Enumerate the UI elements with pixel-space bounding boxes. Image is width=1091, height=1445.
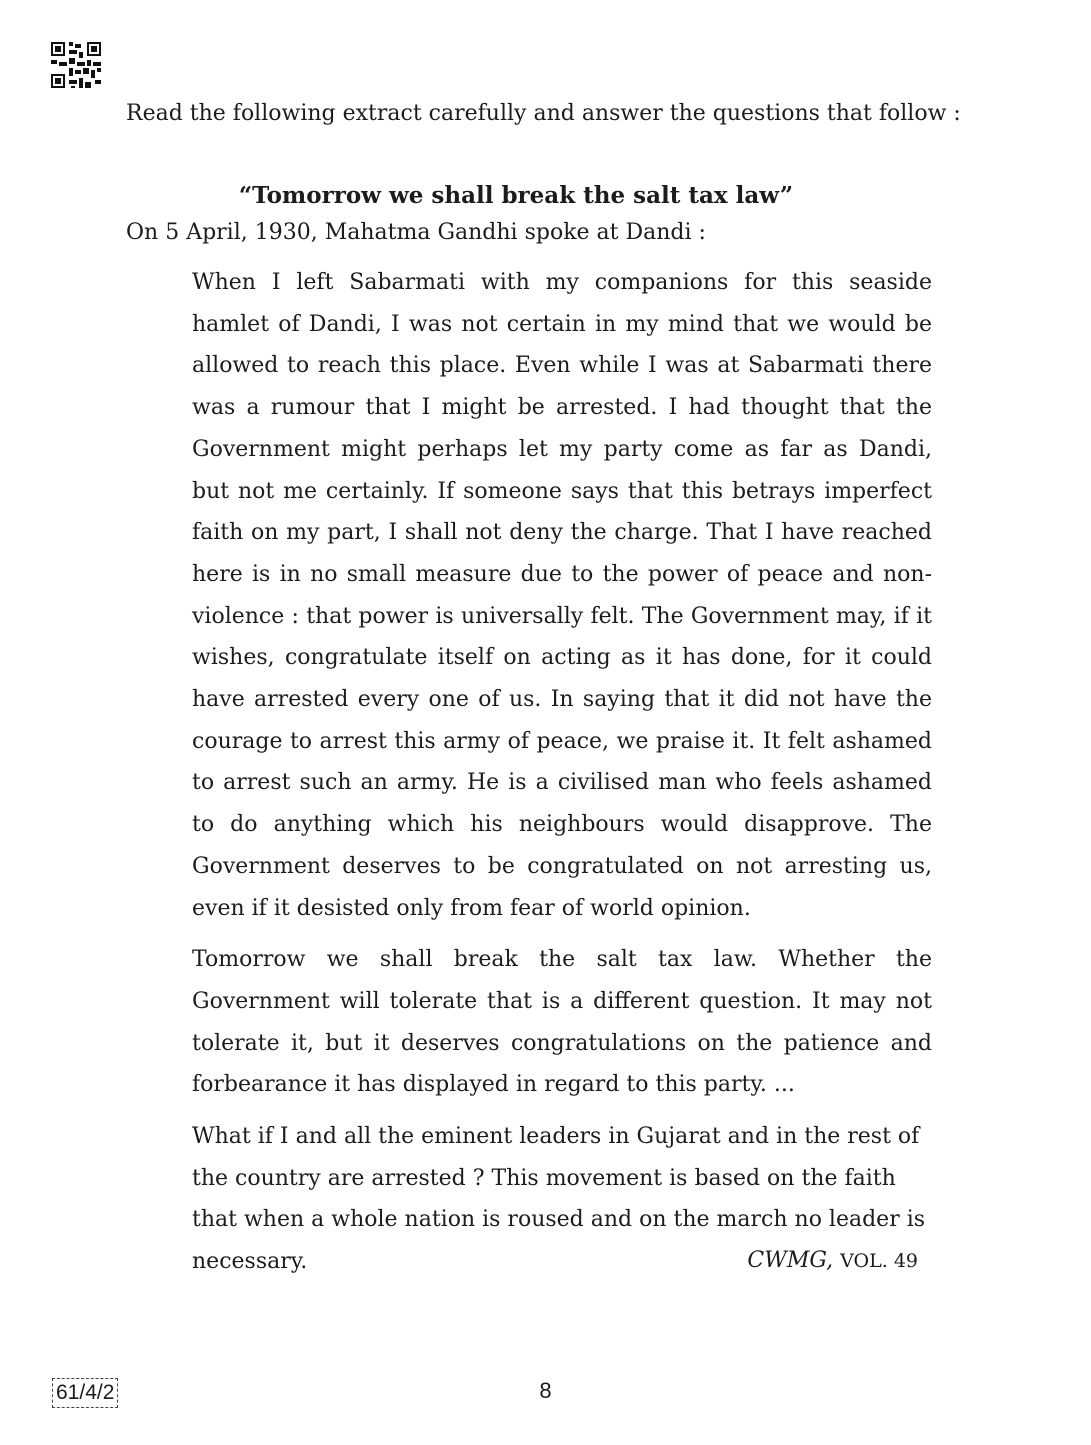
instruction-text: Read the following extract carefully and answer the questions that follow : [126, 101, 961, 126]
extract-paragraph: Tomorrow we shall break the salt tax law. Whether the Government will tolerate that is a different question. It may not tolerate it, but it deserves congratulations on the patience and forbearance it has displayed in regard to this party. ... [192, 947, 932, 1098]
extract-paragraph [192, 1116, 932, 1283]
extract-paragraph: When I left Sabarmati with my companions for this seaside hamlet of Dandi, I was not certain in my mind that we would be allowed to reach this place. Even while I was at Sabarmati there was a rumour that I might be arrested. I had thought that the Government might perhaps let my party come as far as Dandi, but not me certainly. If someone says that this betrays imperfect faith on my part, I shall not deny the charge. That I have reached here is in no small measure due to the power of peace and non-violence : that power is universally felt. The Government may, if it wishes, congratulate itself on acting as it has done, for it could have arrested every one of us. In saying that it did not have the courage to arrest this army of peace, we praise it. It felt ashamed to arrest such an army. He is a civilised man who feels ashamed to do anything which his neighbours would disapprove. The Government deserves to be congratulated on not arresting us, even if it desisted only from fear of world opinion. [192, 270, 932, 921]
source-citation [747, 1240, 918, 1283]
paper-code: 61/4/2 [52, 1378, 118, 1408]
source-title: CWMG, [747, 1248, 834, 1274]
extract-title: “Tomorrow we shall break the salt tax law” [238, 182, 794, 209]
extract-context: On 5 April, 1930, Mahatma Gandhi spoke at Dandi : [126, 220, 706, 245]
extract-body [192, 262, 932, 1283]
source-volume: VOL. 49 [840, 1250, 918, 1273]
qr-code-icon [51, 42, 101, 88]
extract-paragraph-text: What if I and all the eminent leaders in Gujarat and in the rest of the country are arrested ? This movement is based on the faith that when a whole nation is roused and on the march no leader is necessary. [192, 1124, 926, 1275]
page-number: 8 [539, 1378, 552, 1403]
